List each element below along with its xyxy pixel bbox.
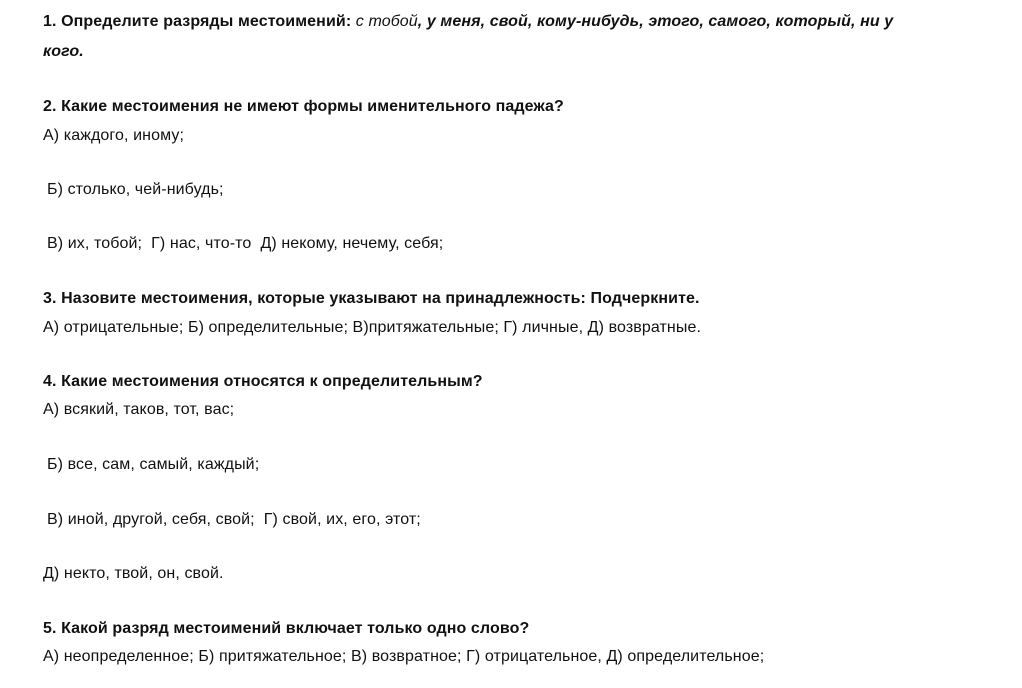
question-4-option-d: Д) некто, твой, он, свой. [43, 565, 224, 582]
question-1-word-s-toboy: с тобой [355, 13, 418, 30]
question-1-words: , у меня, свой, кому-нибудь, этого, самого, который, ни у [417, 13, 894, 30]
question-1-line-2 [43, 42, 84, 62]
question-4-option-b: Б) все, сам, самый, каждый; [47, 456, 260, 473]
question-5-heading: 5. Какой разряд местоимений включает только одно слово? [43, 620, 530, 637]
question-2-option-a: А) каждого, иному; [43, 127, 185, 144]
question-3-options: А) отрицательные; Б) определительные; В)притяжательные; Г) личные, Д) возвратные. [43, 319, 702, 336]
question-2-heading: 2. Какие местоимения не имеют формы именительного падежа? [43, 98, 564, 115]
question-2-option-c: В) их, тобой; Г) нас, что-то Д) некому, нечему, себя; [47, 235, 444, 252]
question-1-line-1 [43, 12, 893, 32]
question-2-option-b: Б) столько, чей-нибудь; [47, 181, 224, 198]
question-3-heading: 3. Назовите местоимения, которые указывают на принадлежность: Подчеркните. [43, 290, 700, 307]
question-1-words-end: кого. [43, 43, 84, 60]
question-1-heading: 1. Определите разряды местоимений: [43, 13, 352, 30]
question-5-options: А) неопределенное; Б) притяжательное; В) возвратное; Г) отрицательное, Д) определительное; [43, 648, 765, 665]
question-4-option-a: А) всякий, таков, тот, вас; [43, 401, 235, 418]
question-4-heading: 4. Какие местоимения относятся к определительным? [43, 373, 483, 390]
question-4-option-c: В) иной, другой, себя, свой; Г) свой, их, его, этот; [47, 511, 421, 528]
